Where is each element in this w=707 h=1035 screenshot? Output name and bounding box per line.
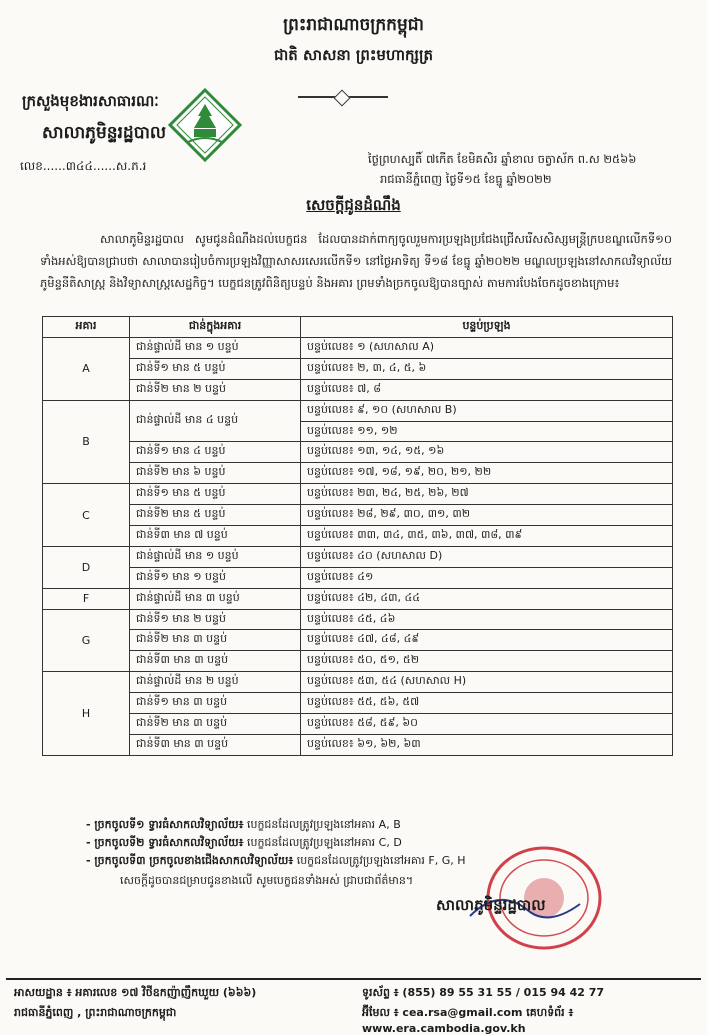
floor-cell: ជាន់ទី៣ មាន ៧ បន្ទប់: [130, 526, 301, 547]
building-cell: G: [43, 609, 130, 672]
rooms-cell: បន្ទប់លេខ៖ ១ (សហសាល A): [301, 338, 673, 359]
rooms-cell: បន្ទប់លេខ៖ ៥៨, ៥៩, ៦០: [301, 714, 673, 735]
floor-cell: ជាន់ផ្ទាល់ដី មាន ២ បន្ទប់: [130, 672, 301, 693]
rooms-cell: បន្ទប់លេខ៖ ១១, ១២: [301, 421, 673, 442]
rooms-cell: បន្ទប់លេខ៖ ៣៣, ៣៤, ៣៥, ៣៦, ៣៧, ៣៨, ៣៩: [301, 526, 673, 547]
rooms-cell: បន្ទប់លេខ៖ ២៨, ២៩, ៣០, ៣១, ៣២: [301, 505, 673, 526]
floor-cell: ជាន់ទី២ មាន ៣ បន្ទប់: [130, 630, 301, 651]
table-row: [43, 672, 673, 693]
table-row: [43, 463, 673, 484]
title-ornament: [298, 96, 388, 98]
note-text: បេក្ខជនដែលត្រូវប្រឡងនៅអគារ F, G, H: [293, 854, 466, 867]
rooms-cell: បន្ទប់លេខ៖ ៤១: [301, 567, 673, 588]
institution-logo-icon: [168, 88, 242, 162]
building-cell: A: [43, 338, 130, 401]
rooms-cell: បន្ទប់លេខ៖ ២, ៣, ៤, ៥, ៦: [301, 358, 673, 379]
note-text: បេក្ខជនដែលត្រូវប្រឡងនៅអគារ C, D: [243, 836, 402, 849]
kingdom-title: ព្រះរាជាណាចក្រកម្ពុជា: [283, 15, 424, 35]
header-building: អគារ: [43, 317, 130, 338]
table-row: [43, 546, 673, 567]
floor-cell: ជាន់ទី១ មាន ២ បន្ទប់: [130, 609, 301, 630]
note-lead: - ច្រកចូលទី២ ទ្វារធំសាកលវិទ្យាល័យ៖: [86, 836, 244, 849]
note-item: [86, 852, 466, 870]
rooms-cell: បន្ទប់លេខ៖ ៥៣, ៥៤ (សហសាល H): [301, 672, 673, 693]
lunar-date: ថ្ងៃព្រហស្បតិ៍ ៧កេីត ខែមិគសិរ ឆ្នាំខាល ចត្វាស័ក ព.ស ២៥៦៦: [368, 152, 637, 166]
rooms-cell: បន្ទប់លេខ៖ ៩, ១០ (សហសាល B): [301, 400, 673, 421]
rooms-cell: បន្ទប់លេខ៖ ៥០, ៥១, ៥២: [301, 651, 673, 672]
floor-cell: ជាន់ផ្ទាល់ដី មាន ១ បន្ទប់: [130, 338, 301, 359]
floor-cell: ជាន់ផ្ទាល់ដី មាន ៣ បន្ទប់: [130, 588, 301, 609]
header-rooms: បន្ទប់ប្រឡង: [301, 317, 673, 338]
table-body: [43, 338, 673, 756]
rooms-cell: បន្ទប់លេខ៖ ៧, ៨: [301, 379, 673, 400]
floor-cell: ជាន់ទី១ មាន ១ បន្ទប់: [130, 567, 301, 588]
institution-name: សាលាភូមិន្ទរដ្ឋបាល: [42, 123, 167, 143]
table-row: [43, 630, 673, 651]
kingdom-motto: ជាតិ សាសនា ព្រះមហាក្សត្រ: [274, 46, 433, 64]
table-row: [43, 651, 673, 672]
footer-address: អាសយដ្ឋាន ៖ អគារលេខ ១៧ វិថីឧកញ៉ាញឹកឃួយ (៦៦៦): [14, 986, 257, 999]
floor-cell: ជាន់ទី១ មាន ៣ បន្ទប់: [130, 693, 301, 714]
note-item: [86, 816, 466, 834]
footer-email-website: អ៊ីមែល ៖ cea.rsa@gmail.com គេហទំព័រ ៖ www.era.cambodia.gov.kh: [362, 1006, 574, 1035]
exam-rooms-table: [42, 316, 673, 756]
table-row: [43, 734, 673, 755]
building-cell: C: [43, 484, 130, 547]
rooms-cell: បន្ទប់លេខ៖ ២៣, ២៤, ២៥, ២៦, ២៧: [301, 484, 673, 505]
floor-cell: ជាន់ទី៣ មាន ៣ បន្ទប់: [130, 651, 301, 672]
table-row: [43, 358, 673, 379]
rooms-cell: បន្ទប់លេខ៖ ៤៧, ៤៨, ៤៩: [301, 630, 673, 651]
table-row: [43, 567, 673, 588]
rooms-cell: បន្ទប់លេខ៖ ៤៥, ៤៦: [301, 609, 673, 630]
building-cell: F: [43, 588, 130, 609]
rooms-cell: បន្ទប់លេខ៖ ៦១, ៦២, ៦៣: [301, 734, 673, 755]
document-title: សេចក្តីជូនដំណឹង: [306, 196, 401, 214]
reference-number: លេខ......៣៤៤......ស.ភ.រ: [20, 159, 147, 173]
building-cell: D: [43, 546, 130, 588]
rooms-cell: បន្ទប់លេខ៖ ៤០ (សហសាល D): [301, 546, 673, 567]
floor-cell: ជាន់ទី២ មាន ៥ បន្ទប់: [130, 505, 301, 526]
table-row: [43, 400, 673, 421]
building-cell: B: [43, 400, 130, 484]
note-text: បេក្ខជនដែលត្រូវប្រឡងនៅអគារ A, B: [243, 818, 401, 831]
floor-cell: ជាន់ទី១ មាន ៥ បន្ទប់: [130, 484, 301, 505]
rooms-cell: បន្ទប់លេខ៖ ១៣, ១៤, ១៥, ១៦: [301, 442, 673, 463]
table-row: [43, 714, 673, 735]
solar-date: រាជធានីភ្នំពេញ ថ្ងៃទី១៥ ខែធ្នូ ឆ្នាំ២០២២: [380, 172, 552, 186]
table-row: [43, 505, 673, 526]
footer-city: រាជធានីភ្នំពេញ , ព្រះរាជាណាចក្រកម្ពុជា: [14, 1006, 177, 1019]
floor-cell: ជាន់ទី២ មាន ៦ បន្ទប់: [130, 463, 301, 484]
floor-cell: ជាន់ផ្ទាល់ដី មាន ១ បន្ទប់: [130, 546, 301, 567]
header-floor: ជាន់ក្នុងអគារ: [130, 317, 301, 338]
table-row: [43, 442, 673, 463]
building-cell: H: [43, 672, 130, 756]
table-row: [43, 609, 673, 630]
table-row: [43, 526, 673, 547]
floor-cell: ជាន់ទី១ មាន ៥ បន្ទប់: [130, 358, 301, 379]
intro-paragraph: សាលាភូមិន្ទរដ្ឋបាល សូមជូនដំណឹងដល់បេក្ខជន ដែលបានដាក់ពាក្យចូលរួមការប្រឡងប្រជែងជ្រើសរើសសិស្សមន្ត្រីក្របខណ្ឌលើកទី១០ ទាំងអស់ឱ្យបានជ្រាបថា សាលាបានរៀបចំការប្រឡងវិញ្ញាសាសរសេរលើកទី១ នៅថ្ងៃអាទិត្យ ទី១៨ ខែធ្នូ ឆ្នាំ២០២២ មណ្ឌលប្រឡងនៅសាកលវិទ្យាល័យភូមិន្ទនីតិសាស្ត្រ និងវិទ្យាសាស្ត្រសេដ្ឋកិច្ច។ បេក្ខជនត្រូវពិនិត្យបន្ទប់ និងអគារ ព្រមទាំងច្រកចូលឱ្យបានច្បាស់ តាមការបែងចែកដូចខាងក្រោម៖: [40, 232, 672, 290]
closing-sentence: សេចក្តីដូចបានជម្រាបជូនខាងលើ សូមបេក្ខជនទាំងអស់ ជ្រាបជាព័ត៌មាន។: [120, 874, 414, 887]
floor-cell: ជាន់ទី២ មាន ៣ បន្ទប់: [130, 714, 301, 735]
footer-divider: [6, 978, 701, 980]
table-header-row: [43, 317, 673, 338]
table-row: [43, 379, 673, 400]
table-row: [43, 484, 673, 505]
table-row: [43, 338, 673, 359]
note-lead: - ច្រកចូលទី១ ទ្វារធំសាកលវិទ្យាល័យ៖: [86, 818, 244, 831]
floor-cell: ជាន់ផ្ទាល់ដី មាន ៤ បន្ទប់: [130, 400, 301, 442]
floor-cell: ជាន់ទី១ មាន ៤ បន្ទប់: [130, 442, 301, 463]
rooms-cell: បន្ទប់លេខ៖ ១៧, ១៨, ១៩, ២០, ២១, ២២: [301, 463, 673, 484]
table-row: [43, 693, 673, 714]
signature-institution: សាលាភូមិន្ទរដ្ឋបាល: [436, 896, 546, 914]
rooms-cell: បន្ទប់លេខ៖ ៥៥, ៥៦, ៥៧: [301, 693, 673, 714]
ministry-name: ក្រសួងមុខងារសាធារណៈ: [22, 92, 159, 110]
note-lead: - ច្រកចូលទី៣ ច្រកចូលខាងជើងសាកលវិទ្យាល័យ៖: [86, 854, 294, 867]
floor-cell: ជាន់ទី២ មាន ២ បន្ទប់: [130, 379, 301, 400]
note-item: [86, 834, 466, 852]
rooms-cell: បន្ទប់លេខ៖ ៤២, ៤៣, ៤៤: [301, 588, 673, 609]
entrance-notes: [86, 816, 466, 870]
floor-cell: ជាន់ទី៣ មាន ៣ បន្ទប់: [130, 734, 301, 755]
table-row: [43, 588, 673, 609]
footer-phone: ទូរស័ព្ទ ៖ (855) 89 55 31 55 / 015 94 42 77: [362, 986, 605, 999]
